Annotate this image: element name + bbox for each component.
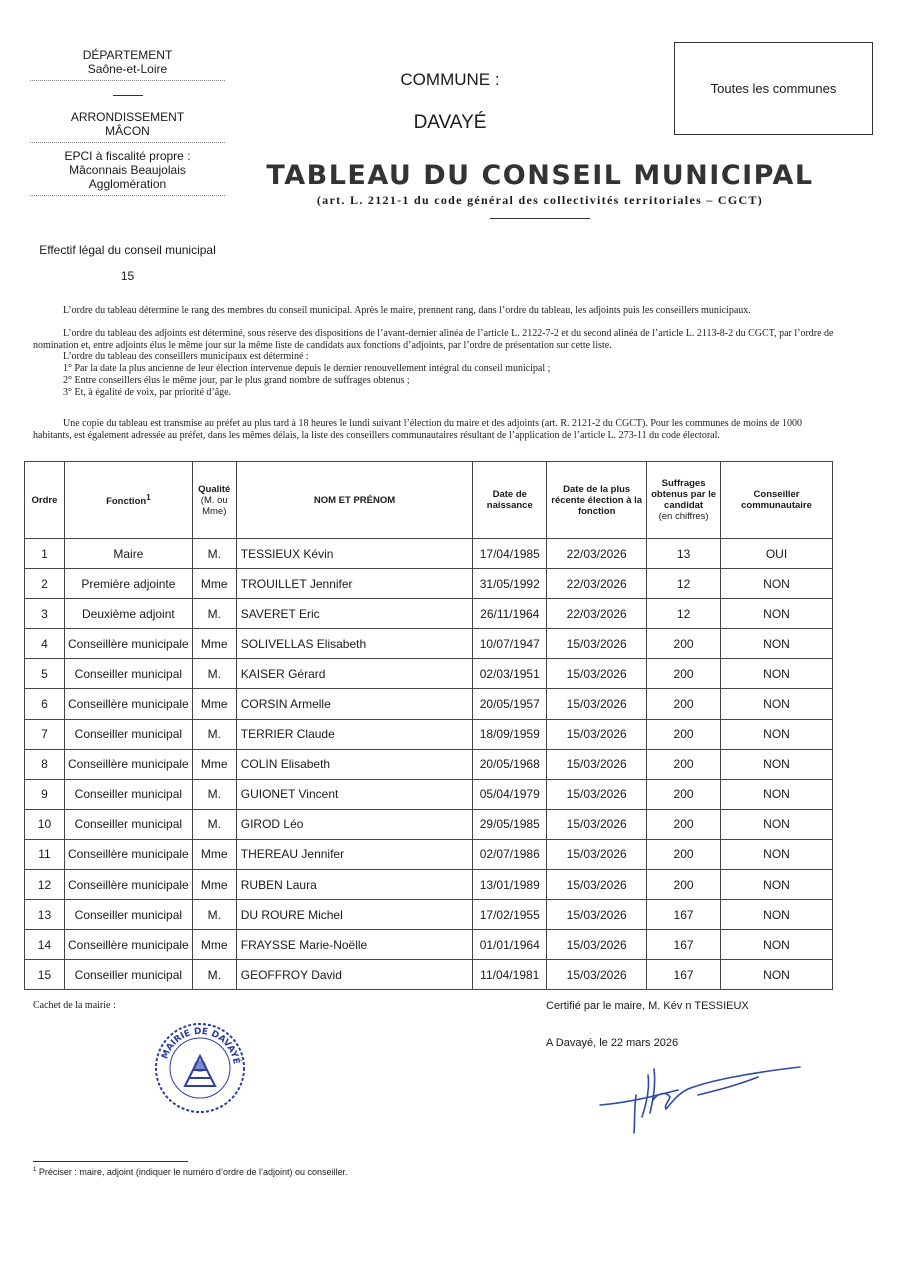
cell-election: 15/03/2026: [547, 719, 647, 749]
table-row: [25, 659, 833, 689]
cell-conseiller: NON: [721, 689, 833, 719]
cell-nom: GUIONET Vincent: [236, 779, 473, 809]
cell-ordre: 13: [25, 900, 65, 930]
table-row: [25, 960, 833, 990]
cell-conseiller: NON: [721, 930, 833, 960]
page-subtitle: (art. L. 2121-1 du code général des collectivités territoriales – CGCT): [316, 193, 764, 207]
cell-fonction: Conseillère municipale: [64, 839, 192, 869]
cell-nom: SAVERET Eric: [236, 599, 473, 629]
paragraph-5: 2° Entre conseillers élus le même jour, par le plus grand nombre de suffrages obtenus ;: [63, 375, 410, 386]
cell-qualite: Mme: [192, 569, 236, 599]
cell-election: 15/03/2026: [547, 809, 647, 839]
cell-suffrages: 167: [647, 930, 721, 960]
cell-conseiller: NON: [721, 809, 833, 839]
cell-qualite: Mme: [192, 749, 236, 779]
cell-nom: TESSIEUX Kévin: [236, 539, 473, 569]
header-suffrages: [647, 462, 721, 539]
table-row: [25, 539, 833, 569]
cell-ordre: 6: [25, 689, 65, 719]
cell-ordre: 1: [25, 539, 65, 569]
table-row: [25, 629, 833, 659]
cell-naissance: 02/03/1951: [473, 659, 547, 689]
cell-ordre: 2: [25, 569, 65, 599]
cell-ordre: 8: [25, 749, 65, 779]
cell-fonction: Conseillère municipale: [64, 629, 192, 659]
cell-fonction: Deuxième adjoint: [64, 599, 192, 629]
cell-conseiller: NON: [721, 839, 833, 869]
council-table: [24, 461, 833, 990]
cell-naissance: 31/05/1992: [473, 569, 547, 599]
effectif-block: [30, 243, 225, 283]
cell-qualite: Mme: [192, 689, 236, 719]
cell-naissance: 11/04/1981: [473, 960, 547, 990]
table-row: [25, 809, 833, 839]
cell-suffrages: 167: [647, 900, 721, 930]
footnote-divider: [33, 1161, 188, 1162]
cell-ordre: 10: [25, 809, 65, 839]
footnote-ref: 1: [146, 493, 151, 503]
cell-conseiller: NON: [721, 960, 833, 990]
effectif-value: 15: [120, 269, 135, 283]
cell-election: 15/03/2026: [547, 749, 647, 779]
header-naissance: Date de naissance: [473, 462, 547, 539]
epci-line2: Agglomération: [88, 177, 167, 191]
cell-naissance: 18/09/1959: [473, 719, 547, 749]
title-underline: [490, 218, 590, 219]
cell-suffrages: 167: [647, 960, 721, 990]
cell-fonction: Conseillère municipale: [64, 870, 192, 900]
cell-qualite: Mme: [192, 870, 236, 900]
cell-naissance: 01/01/1964: [473, 930, 547, 960]
table-row: [25, 870, 833, 900]
cell-election: 15/03/2026: [547, 629, 647, 659]
cell-fonction: Première adjointe: [64, 569, 192, 599]
cell-suffrages: 200: [647, 839, 721, 869]
cell-suffrages: 200: [647, 629, 721, 659]
cell-qualite: M.: [192, 779, 236, 809]
footnote: [33, 1167, 348, 1177]
cell-nom: THEREAU Jennifer: [236, 839, 473, 869]
table-row: [25, 779, 833, 809]
header-qualite-sub: (M. ou Mme): [200, 494, 228, 517]
cell-qualite: M.: [192, 599, 236, 629]
cell-qualite: M.: [192, 659, 236, 689]
cell-nom: RUBEN Laura: [236, 870, 473, 900]
cell-fonction: Conseiller municipal: [64, 960, 192, 990]
cell-conseiller: NON: [721, 629, 833, 659]
epci-group: [30, 149, 225, 196]
table-row: [25, 930, 833, 960]
epci-label: EPCI à fiscalité propre :: [64, 149, 191, 163]
paragraph-2: L’ordre du tableau des adjoints est déterminé, sous réserve des dispositions de l’avant-dernier alinéa de l’article L. 2122-7-2 et du second alinéa de l’article L. 2113-8-2 du CGCT, par l’ordre de nomination et, entre adjoints élus le même jour sur la même liste de candidats aux fonctions d’adjoints, par l’ordre de présentation sur cette liste.: [33, 328, 834, 351]
table-row: [25, 569, 833, 599]
cell-nom: COLIN Elisabeth: [236, 749, 473, 779]
paragraph-1: L’ordre du tableau détermine le rang des membres du conseil municipal. Après le maire, prennent rang, dans l’ordre du tableau, les adjoints puis les conseillers municipaux.: [63, 305, 751, 316]
paragraph-6: 3° Et, à égalité de voix, par priorité d’âge.: [63, 387, 232, 398]
cell-naissance: 26/11/1964: [473, 599, 547, 629]
cell-qualite: Mme: [192, 629, 236, 659]
cell-suffrages: 200: [647, 719, 721, 749]
cell-fonction: Conseiller municipal: [64, 719, 192, 749]
cell-nom: SOLIVELLAS Elisabeth: [236, 629, 473, 659]
cell-qualite: M.: [192, 809, 236, 839]
effectif-label: Effectif légal du conseil municipal: [39, 243, 216, 257]
cell-fonction: Conseiller municipal: [64, 779, 192, 809]
cell-nom: KAISER Gérard: [236, 659, 473, 689]
cell-suffrages: 13: [647, 539, 721, 569]
cell-naissance: 17/02/1955: [473, 900, 547, 930]
cell-suffrages: 200: [647, 689, 721, 719]
header-ordre: Ordre: [25, 462, 65, 539]
epci-line1: Mâconnais Beaujolais: [69, 163, 186, 177]
cell-election: 15/03/2026: [547, 839, 647, 869]
cell-election: 15/03/2026: [547, 930, 647, 960]
cell-conseiller: NON: [721, 569, 833, 599]
table-row: [25, 900, 833, 930]
cell-ordre: 15: [25, 960, 65, 990]
cell-suffrages: 200: [647, 779, 721, 809]
cell-qualite: M.: [192, 539, 236, 569]
cell-conseiller: NON: [721, 870, 833, 900]
header-election: Date de la plus récente élection à la fonction: [547, 462, 647, 539]
cell-naissance: 17/04/1985: [473, 539, 547, 569]
cell-conseiller: NON: [721, 719, 833, 749]
cell-nom: TERRIER Claude: [236, 719, 473, 749]
cell-election: 22/03/2026: [547, 569, 647, 599]
table-row: [25, 839, 833, 869]
cell-ordre: 4: [25, 629, 65, 659]
page-title: TABLEAU DU CONSEIL MUNICIPAL: [266, 160, 814, 191]
cell-naissance: 13/01/1989: [473, 870, 547, 900]
cell-election: 15/03/2026: [547, 960, 647, 990]
cell-naissance: 10/07/1947: [473, 629, 547, 659]
cell-fonction: Conseillère municipale: [64, 689, 192, 719]
cell-suffrages: 200: [647, 659, 721, 689]
cell-conseiller: NON: [721, 779, 833, 809]
cell-nom: GIROD Léo: [236, 809, 473, 839]
cachet-label: Cachet de la mairie :: [33, 1000, 116, 1011]
cell-ordre: 12: [25, 870, 65, 900]
table-row: [25, 689, 833, 719]
footnote-mark: 1: [33, 1167, 37, 1173]
administrative-block: [30, 48, 225, 196]
arrondissement-group: [30, 110, 225, 143]
cell-suffrages: 12: [647, 599, 721, 629]
cell-qualite: M.: [192, 900, 236, 930]
cell-naissance: 20/05/1968: [473, 749, 547, 779]
cell-ordre: 7: [25, 719, 65, 749]
cell-qualite: Mme: [192, 930, 236, 960]
commune-name: DAVAYÉ: [413, 112, 487, 133]
cell-nom: DU ROURE Michel: [236, 900, 473, 930]
cell-fonction: Conseiller municipal: [64, 900, 192, 930]
cell-ordre: 5: [25, 659, 65, 689]
arrondissement-label: ARRONDISSEMENT: [70, 110, 185, 124]
footnote-text: Préciser : maire, adjoint (indiquer le numéro d’ordre de l’adjoint) ou conseiller.: [38, 1167, 348, 1177]
cell-ordre: 14: [25, 930, 65, 960]
header-suffrages-sub: (en chiffres): [658, 511, 709, 522]
paragraph-4: 1° Par la date la plus ancienne de leur élection intervenue depuis le dernier renouvellement intégral du conseil municipal ;: [63, 363, 551, 374]
cell-election: 22/03/2026: [547, 599, 647, 629]
departement-value: Saône-et-Loire: [87, 62, 168, 76]
cell-conseiller: NON: [721, 659, 833, 689]
cell-qualite: M.: [192, 719, 236, 749]
table-row: [25, 749, 833, 779]
departement-label: DÉPARTEMENT: [82, 48, 173, 62]
cell-suffrages: 12: [647, 569, 721, 599]
header-suffrages-label: Suffrages obtenus par le candidat: [651, 478, 717, 511]
certification-text: Certifié par le maire, M. Kév n TESSIEUX: [546, 1000, 749, 1012]
cell-suffrages: 200: [647, 809, 721, 839]
cell-qualite: Mme: [192, 839, 236, 869]
cell-fonction: Maire: [64, 539, 192, 569]
cell-conseiller: NON: [721, 900, 833, 930]
cell-conseiller: NON: [721, 599, 833, 629]
mayor-signature: [598, 1055, 808, 1135]
departement-group: [30, 48, 225, 81]
cell-nom: TROUILLET Jennifer: [236, 569, 473, 599]
cell-election: 15/03/2026: [547, 689, 647, 719]
cell-election: 15/03/2026: [547, 659, 647, 689]
paragraph-3: L’ordre du tableau des conseillers municipaux est déterminé :: [63, 351, 309, 362]
paragraph-7: Une copie du tableau est transmise au préfet au plus tard à 18 heures le lundi suivant l’élection du maire et des adjoints (art. R. 2121-2 du CGCT). Pour les communes de moins de 1000 habitants, est également adressée au préfet, dans les mêmes délais, la liste des conseillers communautaires résultant de l’application de l’article L. 273-11 du code électoral.: [33, 418, 802, 441]
cell-ordre: 11: [25, 839, 65, 869]
cell-qualite: M.: [192, 960, 236, 990]
mairie-stamp-icon: [150, 1018, 250, 1118]
cell-nom: CORSIN Armelle: [236, 689, 473, 719]
stamp-text: MAIRIE DE DAVAYÉ: [160, 1026, 241, 1066]
cell-conseiller: NON: [721, 749, 833, 779]
cell-naissance: 05/04/1979: [473, 779, 547, 809]
cell-election: 15/03/2026: [547, 779, 647, 809]
header-conseiller: Conseiller communautaire: [721, 462, 833, 539]
cell-suffrages: 200: [647, 749, 721, 779]
separator: [113, 95, 143, 96]
commune-label: COMMUNE :: [400, 70, 500, 89]
arrondissement-value: MÂCON: [105, 124, 150, 138]
table-header-row: [25, 462, 833, 539]
header-fonction: [64, 462, 192, 539]
header-fonction-label: Fonction: [106, 496, 147, 508]
cell-election: 15/03/2026: [547, 900, 647, 930]
table-row: [25, 599, 833, 629]
table-row: [25, 719, 833, 749]
cell-ordre: 3: [25, 599, 65, 629]
cell-conseiller: OUI: [721, 539, 833, 569]
cell-suffrages: 200: [647, 870, 721, 900]
header-qualite: [192, 462, 236, 539]
table-body: [25, 539, 833, 990]
header-nom: NOM ET PRÉNOM: [236, 462, 473, 539]
cell-nom: FRAYSSE Marie-Noëlle: [236, 930, 473, 960]
cell-fonction: Conseillère municipale: [64, 749, 192, 779]
cell-naissance: 02/07/1986: [473, 839, 547, 869]
cell-ordre: 9: [25, 779, 65, 809]
cell-election: 22/03/2026: [547, 539, 647, 569]
cell-fonction: Conseiller municipal: [64, 809, 192, 839]
cell-naissance: 29/05/1985: [473, 809, 547, 839]
cell-fonction: Conseillère municipale: [64, 930, 192, 960]
header-qualite-label: Qualité: [198, 483, 231, 495]
cell-election: 15/03/2026: [547, 870, 647, 900]
place-date: A Davayé, le 22 mars 2026: [546, 1037, 679, 1049]
cell-nom: GEOFFROY David: [236, 960, 473, 990]
communes-box: Toutes les communes: [674, 42, 873, 135]
cell-fonction: Conseiller municipal: [64, 659, 192, 689]
cell-naissance: 20/05/1957: [473, 689, 547, 719]
